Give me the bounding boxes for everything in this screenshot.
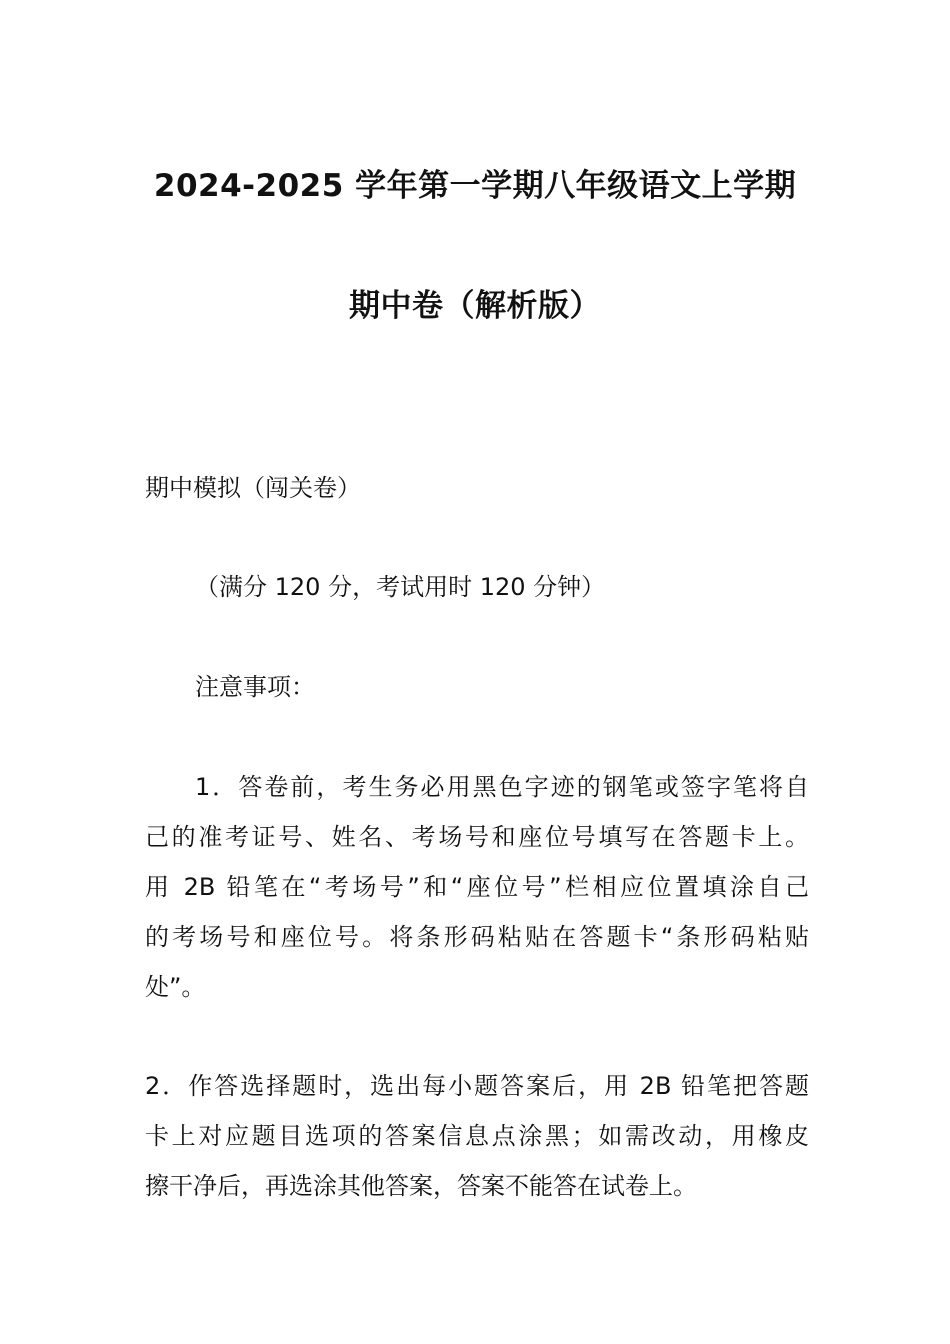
- notice-item-1: [145, 762, 809, 1012]
- notice-item-1-row: 1．答卷前，考生务必用黑色字迹的钢笔或签字笔将自: [195, 773, 809, 801]
- notice-item-1-row: 处”。: [145, 973, 206, 1001]
- notice-item-2-row: 2．作答选择题时，选出每小题答案后，用 2B 铅笔把答题: [145, 1072, 809, 1100]
- notice-item-2: [145, 1061, 809, 1211]
- score-info: （满分 120 分，考试用时 120 分钟）: [195, 573, 606, 601]
- exam-subtitle: 期中模拟（闯关卷）: [145, 474, 361, 502]
- notice-item-1-row: 用 2B 铅笔在“考场号”和“座位号”栏相应位置填涂自己: [145, 873, 809, 901]
- notice-item-2-row: 擦干净后，再选涂其他答案，答案不能答在试卷上。: [145, 1172, 697, 1200]
- document-title-line-1: 2024-2025 学年第一学期八年级语文上学期: [153, 168, 797, 204]
- notice-item-1-row: 己的准考证号、姓名、考场号和座位号填写在答题卡上。: [145, 823, 809, 851]
- notice-heading: 注意事项：: [195, 673, 315, 701]
- notice-item-1-row: 的考场号和座位号。将条形码粘贴在答题卡“条形码粘贴: [145, 923, 809, 951]
- document-title-line-2: 期中卷（解析版）: [349, 288, 601, 324]
- notice-item-2-row: 卡上对应题目选项的答案信息点涂黑；如需改动，用橡皮: [145, 1122, 809, 1150]
